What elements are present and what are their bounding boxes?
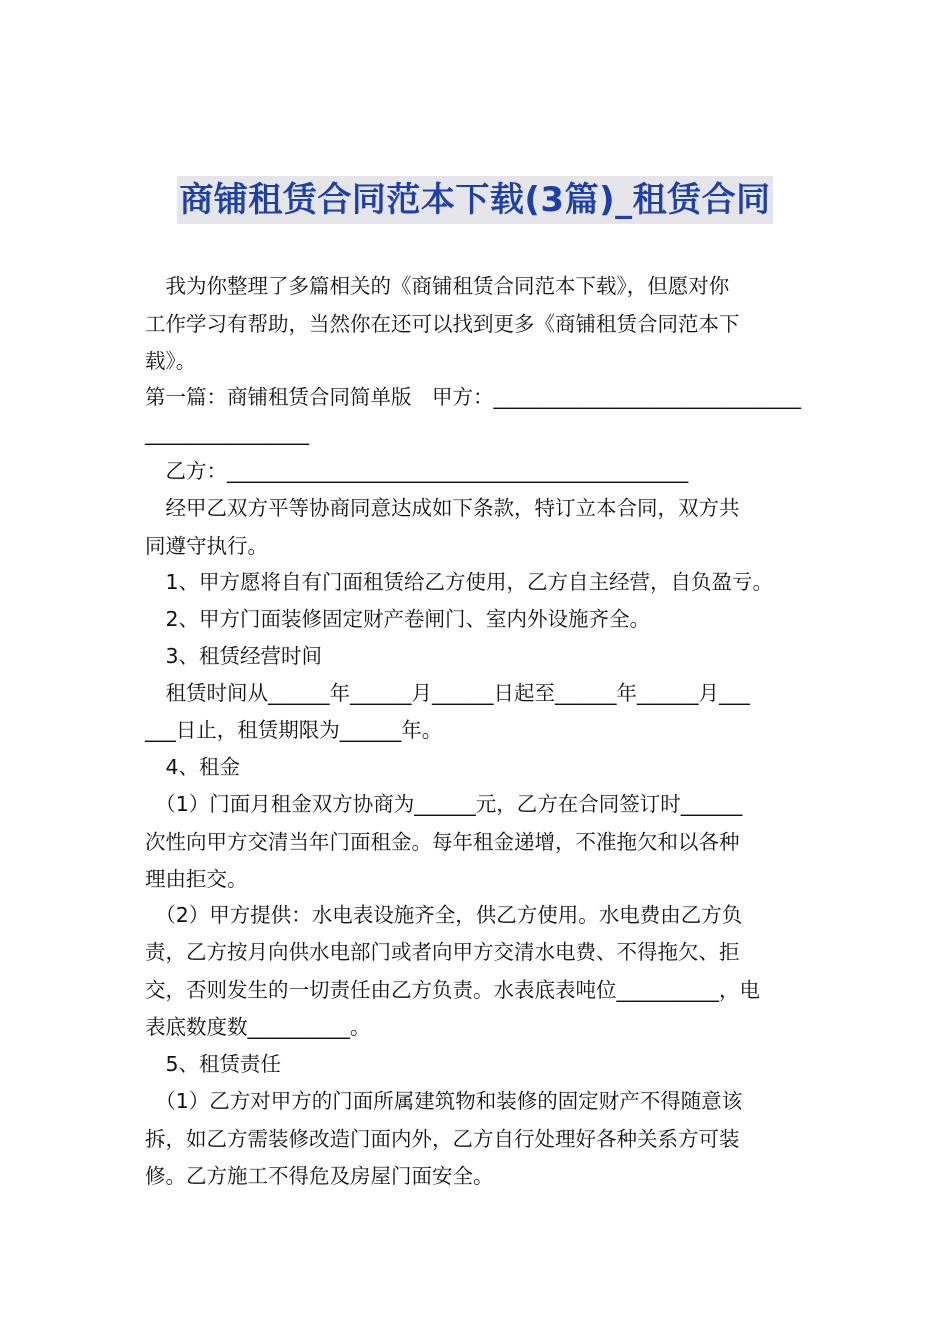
body-line: 3、租赁经营时间 — [145, 644, 323, 668]
body-line: 理由拒交。 — [145, 867, 248, 891]
body-line: 同遵守执行。 — [145, 534, 268, 558]
body-line: ___日止，租赁期限为______年。 — [145, 718, 443, 742]
body-line: 5、租赁责任 — [145, 1052, 282, 1076]
body-line: 表底数度数__________。 — [145, 1015, 371, 1039]
body-line: （1）门面月租金双方协商为______元，乙方在合同签订时______ — [145, 792, 743, 816]
document-title-text: 商铺租赁合同范本下载(3篇)_租赁合同 — [177, 176, 772, 224]
body-line: 责，乙方按月向供水电部门或者向甲方交清水电费、不得拖欠、拒 — [145, 940, 740, 964]
body-line: 我为你整理了多篇相关的《商铺租赁合同范本下载》，但愿对你 — [145, 274, 730, 298]
body-line: 载》。 — [145, 349, 197, 373]
body-line: 工作学习有帮助，当然你在还可以找到更多《商铺租赁合同范本下 — [145, 312, 740, 336]
body-line: 乙方：_____________________________________________ — [145, 459, 689, 483]
body-line: 修。乙方施工不得危及房屋门面安全。 — [145, 1164, 494, 1188]
body-line: 经甲乙双方平等协商同意达成如下条款，特订立本合同，双方共 — [145, 496, 740, 520]
body-line: （1）乙方对甲方的门面所属建筑物和装修的固定财产不得随意该 — [145, 1089, 743, 1113]
body-line: 租赁时间从______年______月______日起至______年______月___ — [145, 681, 750, 705]
body-line: 1、甲方愿将自有门面租赁给乙方使用，乙方自主经营，自负盈亏。 — [145, 570, 774, 594]
body-line: 4、租金 — [145, 755, 241, 779]
body-line: 次性向甲方交清当年门面租金。每年租金递增，不准拖欠和以各种 — [145, 830, 740, 854]
body-line: 交，否则发生的一切责任由乙方负责。水表底表吨位__________，电 — [145, 978, 760, 1002]
document-title — [0, 176, 950, 230]
body-line: 第一篇：商铺租赁合同简单版 甲方：______________________________ — [145, 385, 801, 409]
body-line: 2、甲方门面装修固定财产卷闸门、室内外设施齐全。 — [145, 607, 651, 631]
body-line: ________________ — [145, 421, 309, 445]
body-line: （2）甲方提供：水电表设施齐全，供乙方使用。水电费由乙方负 — [145, 903, 743, 927]
body-line: 拆，如乙方需装修改造门面内外，乙方自行处理好各种关系方可装 — [145, 1127, 740, 1151]
